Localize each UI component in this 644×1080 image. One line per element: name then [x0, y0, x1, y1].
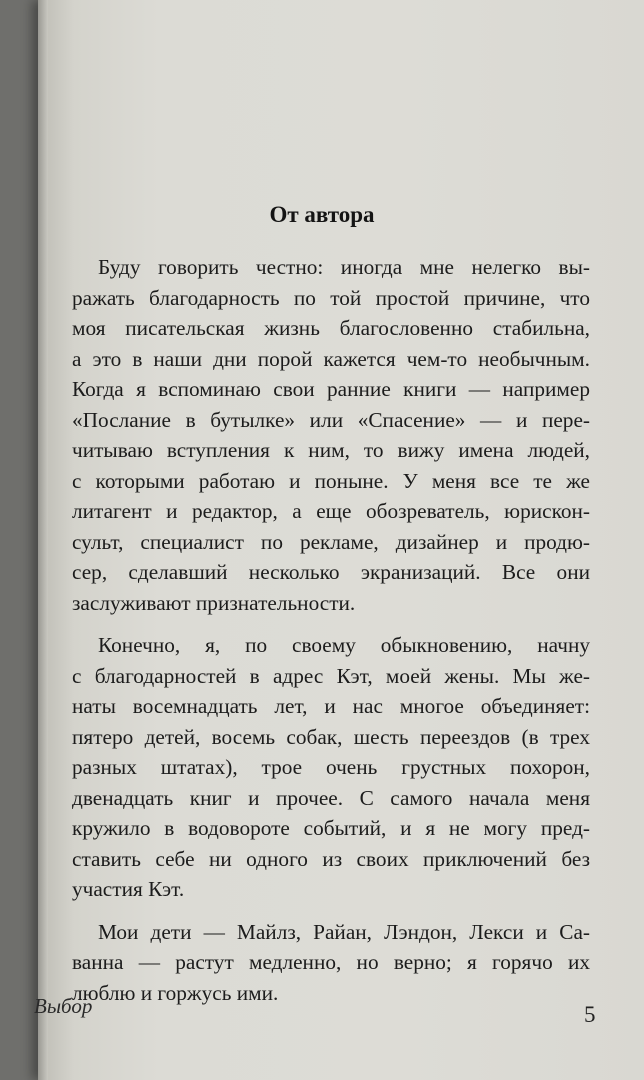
- text-line: а это в наши дни порой кажется чем-то необычным.: [72, 346, 590, 371]
- text-line: участия Кэт.: [72, 877, 185, 901]
- text-line: литагент и редактор, а еще обозреватель, юрискон-: [72, 499, 590, 523]
- text-line: люблю и горжусь ими.: [72, 980, 279, 1005]
- text-line: моя писательская жизнь благословенно стабильна,: [72, 316, 590, 340]
- text-line: кружило в водовороте событий, и я не могу пред-: [72, 816, 590, 840]
- running-footer-title: Выбор: [34, 994, 93, 1018]
- text-line: с которыми работаю и поныне. У меня все те же: [72, 468, 590, 493]
- text-line: ражать благодарность по той простой причине, что: [72, 285, 590, 310]
- text-line: Буду говорить честно: иногда мне нелегко вы-: [98, 255, 590, 279]
- text-line: двенадцать книг и прочее. С самого начала меня: [72, 785, 590, 810]
- text-line: с благодарностей в адрес Кэт, моей жены. Мы же-: [72, 663, 590, 688]
- text-line: наты восемнадцать лет, и нас многое объединяет:: [72, 694, 590, 718]
- text-line: заслуживают признательности.: [72, 590, 356, 615]
- text-line: Конечно, я, по своему обыкновению, начну: [98, 633, 590, 657]
- page-gutter-shadow: [38, 0, 48, 1080]
- text-line: ставить себе ни одного из своих приключений без: [72, 846, 590, 871]
- text-line: ванна — растут медленно, но верно; я горячо их: [72, 950, 590, 974]
- body-text: [72, 252, 590, 1008]
- chapter-title: От автора: [269, 202, 375, 227]
- text-line: «Послание в бутылке» или «Спасение» — и пере-: [72, 407, 590, 432]
- text-line: Мои дети — Майлз, Райан, Лэндон, Лекси и Са-: [98, 919, 590, 944]
- text-line: сер, сделавший несколько экранизаций. Все они: [72, 560, 590, 584]
- text-line: сульт, специалист по рекламе, дизайнер и продю-: [72, 529, 590, 554]
- text-line: пятеро детей, восемь собак, шесть переездов (в трех: [72, 724, 590, 749]
- page-number: 5: [584, 1002, 596, 1027]
- text-line: читываю вступления к ним, то вижу имена людей,: [72, 438, 590, 462]
- text-line: разных штатах), трое очень грустных похорон,: [72, 755, 590, 779]
- text-line: Когда я вспоминаю свои ранние книги — например: [72, 377, 590, 401]
